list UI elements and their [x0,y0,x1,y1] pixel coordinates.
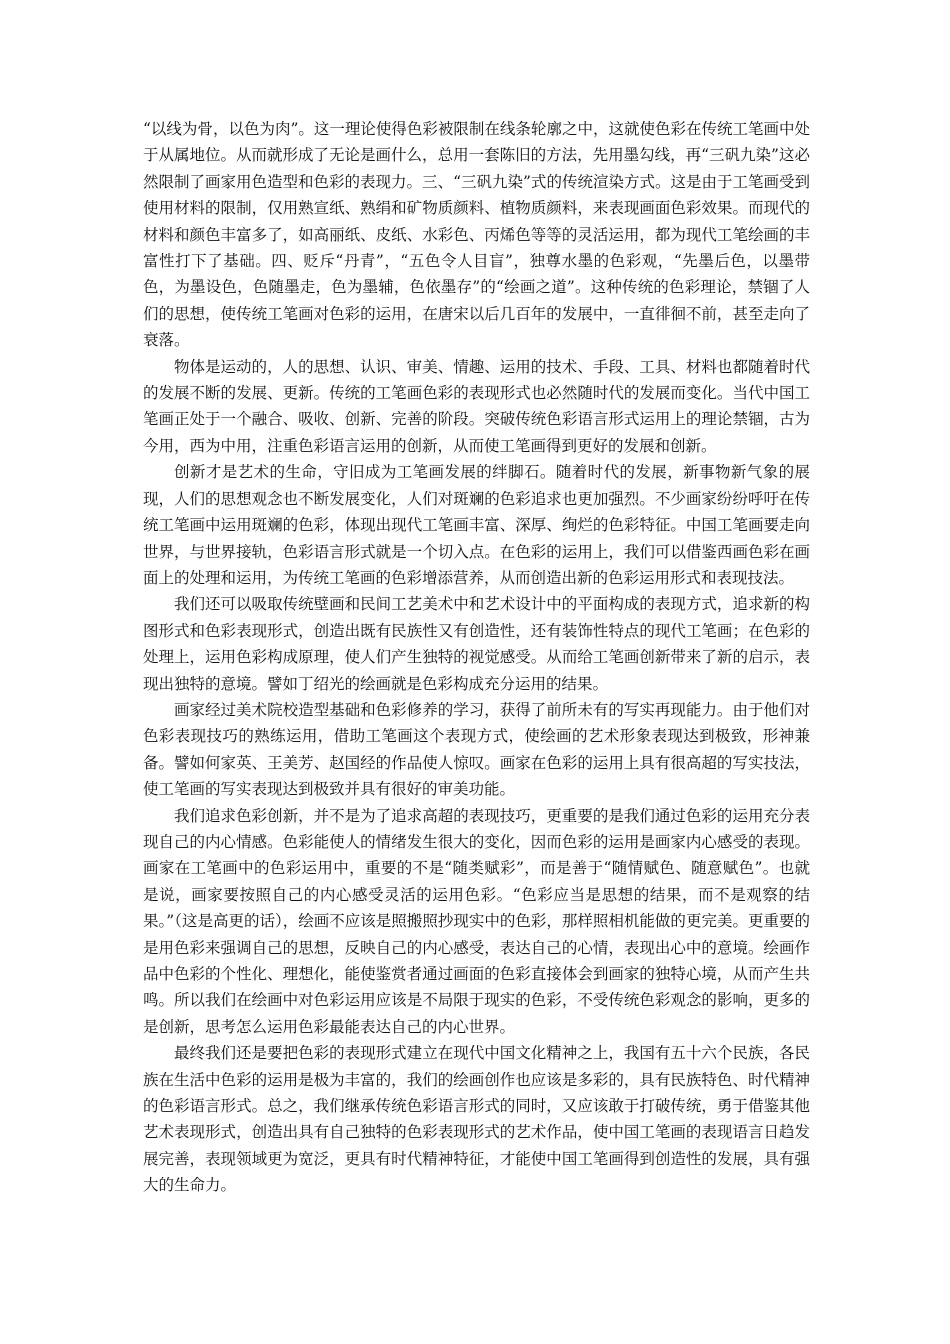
paragraph: 我们追求色彩创新，并不是为了追求高超的表现技巧，更重要的是我们通过色彩的运用充分表现自己的内心情感。色彩能使人的情绪发生很大的变化，因而色彩的运用是画家内心感受的表现。画家在工笔画中的色彩运用中，重要的不是“随类赋彩”，而是善于“随情赋色、随意赋色”。也就是说，画家要按照自己的内心感受灵活的运用色彩。“色彩应当是思想的结果，而不是观察的结果。”（这是高更的话），绘画不应该是照搬照抄现实中的色彩，那样照相机能做的更完美。更重要的是用色彩来强调自己的思想，反映自己的内心感受，表达自己的心情，表现出心中的意境。绘画作品中色彩的个性化、理想化，能使鉴赏者通过画面的色彩直接体会到画家的独特心境，从而产生共鸣。所以我们在绘画中对色彩运用应该是不局限于现实的色彩，不受传统色彩观念的影响，更多的是创新，思考怎么运用色彩最能表达自己的内心世界。 [143,806,810,1036]
paragraph: 物体是运动的，人的思想、认识、审美、情趣、运用的技术、手段、工具、材料也都随着时代的发展不断的发展、更新。传统的工笔画色彩的表现形式也必然随时代的发展而变化。当代中国工笔画正处于一个融合、吸收、创新、完善的阶段。突破传统色彩语言形式运用上的理论禁锢，古为今用，西为中用，注重色彩语言运用的创新，从而使工笔画得到更好的发展和创新。 [143,357,810,455]
paragraph-continuation: “以线为骨，以色为肉”。这一理论使得色彩被限制在线条轮廓之中，这就使色彩在传统工笔画中处于从属地位。从而就形成了无论是画什么，总用一套陈旧的方法，先用墨勾线，再“三矾九染”这必然限制了画家用色造型和色彩的表现力。三、“三矾九染”式的传统渲染方式。这是由于工笔画受到使用材料的限制，仅用熟宣纸、熟绢和矿物质颜料、植物质颜料，来表现画面色彩效果。而现代的材料和颜色丰富多了，如高丽纸、皮纸、水彩色、丙烯色等等的灵活运用，都为现代工笔绘画的丰富性打下了基础。四、贬斥“丹青”，“五色令人目盲”，独尊水墨的色彩观，“先墨后色，以墨带色，为墨设色，色随墨走，色为墨辅，色依墨存”的“绘画之道”。这种传统的色彩理论，禁锢了人们的思想，使传统工笔画对色彩的运用，在唐宋以后几百年的发展中，一直徘徊不前，甚至走向了衰落。 [143,120,810,350]
paragraph: 我们还可以吸取传统壁画和民间工艺美术中和艺术设计中的平面构成的表现方式，追求新的构图形式和色彩表现形式，创造出既有民族性又有创造性，还有装饰性特点的现代工笔画；在色彩的处理上，运用色彩构成原理，使人们产生独特的视觉感受。从而给工笔画创新带来了新的启示，表现出独特的意境。譬如丁绍光的绘画就是色彩构成充分运用的结果。 [143,595,810,693]
paragraph: 创新才是艺术的生命，守旧成为工笔画发展的绊脚石。随着时代的发展，新事物新气象的展现，人们的思想观念也不断发展变化，人们对斑斓的色彩追求也更加强烈。不少画家纷纷呼吁在传统工笔画中运用斑斓的色彩，体现出现代工笔画丰富、深厚、绚烂的色彩特征。中国工笔画要走向世界，与世界接轨，色彩语言形式就是一个切入点。在色彩的运用上，我们可以借鉴西画色彩在画面上的处理和运用，为传统工笔画的色彩增添营养，从而创造出新的色彩运用形式和表现技法。 [143,463,810,587]
paragraph: 最终我们还是要把色彩的表现形式建立在现代中国文化精神之上，我国有五十六个民族，各民族在生活中色彩的运用是极为丰富的，我们的绘画创作也应该是多彩的，具有民族特色、时代精神的色彩语言形式。总之，我们继承传统色彩语言形式的同时，又应该敢于打破传统，勇于借鉴其他艺术表现形式，创造出具有自己独特的色彩表现形式的艺术作品，使中国工笔画的表现语言日趋发展完善，表现领域更为宽泛，更具有时代精神特征，才能使中国工笔画得到创造性的发展，具有强大的生命力。 [143,1044,810,1195]
document-body [143,116,810,1199]
paragraph: 画家经过美术院校造型基础和色彩修养的学习，获得了前所未有的写实再现能力。由于他们对色彩表现技巧的熟练运用，借助工笔画这个表现方式，使绘画的艺术形象表现达到极致，形神兼备。譬如何家英、王美芳、赵国经的作品使人惊叹。画家在色彩的运用上具有很高超的写实技法，使工笔画的写实表现达到极致并具有很好的审美功能。 [143,700,810,799]
